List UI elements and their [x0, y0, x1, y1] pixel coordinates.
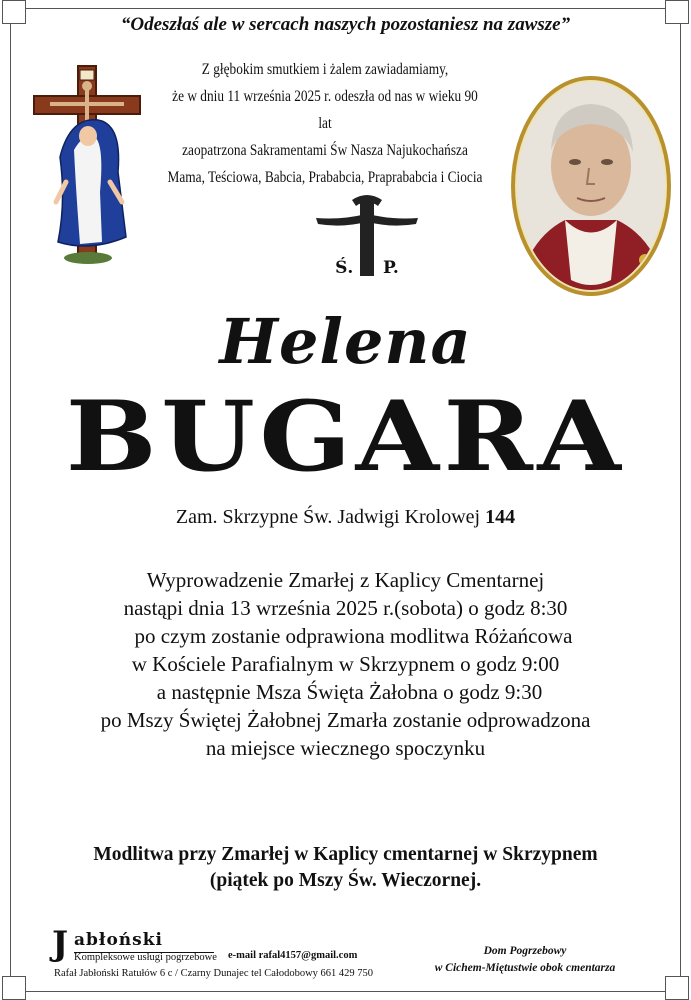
funeral-home-location — [420, 943, 630, 977]
brand-initial: J — [52, 924, 69, 964]
portrait-photo — [505, 70, 677, 302]
contact-address: Rafał Jabłoński Ratułów 6 c / Czarny Dunajec tel Całodobowy 661 429 750 — [54, 968, 374, 979]
ceremony-line: nastąpi dnia 13 września 2025 r.(sobota) o godz 8:30 — [123, 596, 568, 620]
frame-corner — [665, 976, 689, 1000]
prayer-line: Modlitwa przy Zmarłej w Kaplicy cmentarnej w Skrzypnem — [93, 844, 598, 865]
location-line: Dom Pogrzebowy — [483, 945, 567, 957]
intro-line: Z głębokim smutkiem i żalem zawiadamiamy, — [201, 61, 449, 78]
ceremony-line: a następnie Msza Święta Żałobna o godz 9:30 — [156, 680, 543, 704]
ceremony-line: Wyprowadzenie Zmarłej z Kaplicy Cmentarnej — [146, 568, 545, 592]
prayer-line: (piątek po Mszy Św. Wieczornej. — [209, 870, 482, 891]
frame-corner — [2, 976, 26, 1000]
location-line: w Cichem-Miętustwie obok cmentarza — [434, 962, 616, 974]
crucifix-with-mary-icon — [30, 62, 145, 267]
ceremony-line: na miejsce wiecznego spoczynku — [205, 736, 486, 760]
deceased-first-name: Helena — [219, 305, 472, 378]
ceremony-line: w Kościele Parafialnym w Skrzypnem o godz 9:00 — [131, 652, 560, 676]
funeral-home-info — [52, 924, 412, 979]
motto: “Odeszłaś ale w sercach naszych pozostaniesz na zawsze” — [120, 14, 571, 35]
ceremony-line: po Mszy Świętej Żałobnej Zmarła zostanie odprowadzona — [100, 708, 591, 732]
address — [0, 506, 691, 529]
address-text: Zam. Skrzypne Św. Jadwigi Krolowej — [175, 506, 486, 528]
ceremony-line: po czym zostanie odprawiona modlitwa Różańcowa — [134, 624, 573, 648]
brand-subtitle: Kompleksowe usługi pogrzebowe — [74, 952, 217, 963]
frame-corner — [2, 0, 26, 24]
prayer-info — [20, 842, 671, 894]
intro-line: zaopatrzona Sakramentami Św Nasza Najukochańsza — [182, 142, 468, 159]
intro-line: Mama, Teściowa, Babcia, Prababcia, Praprababcia i Ciocia — [167, 169, 483, 186]
intro-line: że w dniu 11 września 2025 r. odeszła od nas w wieku 90 lat — [172, 88, 478, 132]
brand-name: abłoński — [74, 930, 163, 950]
intro-text — [166, 56, 484, 191]
sp-label: Ś. P. — [335, 258, 399, 278]
ceremony-details — [60, 566, 631, 762]
contact-email: e-mail rafal4157@gmail.com — [228, 950, 358, 961]
address-number: 144 — [485, 506, 516, 528]
frame-corner — [665, 0, 689, 24]
deceased-last-name: BUGARA — [65, 380, 626, 493]
